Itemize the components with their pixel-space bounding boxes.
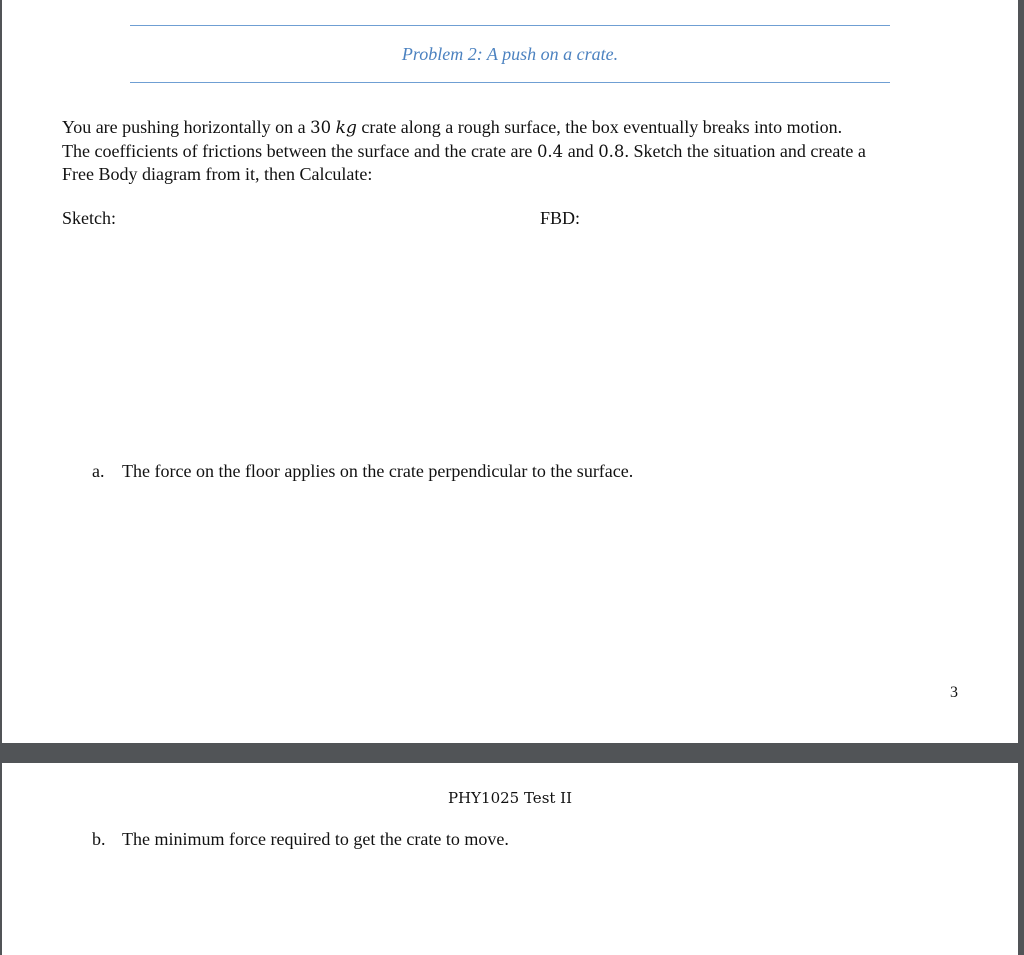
friction-coefficient-2: 0.8 (598, 142, 625, 161)
page-number: 3 (950, 684, 958, 701)
document-page-1 (2, 0, 1018, 743)
question-a-marker: a. (92, 461, 105, 481)
sketch-answer-area (62, 240, 502, 440)
title-rule-bottom (130, 82, 890, 83)
statement-text: The coefficients of frictions between the surface and the crate are (62, 141, 537, 161)
mass-unit: kg (335, 118, 357, 138)
problem-statement-line-1 (62, 116, 962, 140)
statement-text: You are pushing horizontally on a (62, 117, 311, 137)
problem-statement (62, 116, 962, 186)
friction-coefficient-1: 0.4 (536, 142, 564, 161)
fbd-label: FBD: (540, 208, 581, 228)
running-header: PHY1025 Test II (447, 789, 573, 807)
statement-text: and (563, 141, 599, 161)
problem-statement-line-2 (62, 140, 962, 163)
fbd-answer-area (540, 240, 960, 440)
title-rule-top (130, 25, 890, 26)
question-b-text: The minimum force required to get the crate to move. (122, 829, 509, 849)
statement-text: crate along a rough surface, the box eventually breaks into motion. (356, 117, 843, 137)
question-a-text: The force on the floor applies on the crate perpendicular to the surface. (122, 461, 634, 481)
problem-title: Problem 2: A push on a crate. (401, 44, 619, 64)
statement-text: . Sketch the situation and create a (624, 141, 866, 161)
mass-value: 30 (310, 118, 332, 137)
question-b (92, 829, 509, 850)
problem-statement-line-3: Free Body diagram from it, then Calculate: (62, 164, 373, 184)
document-page-2 (2, 763, 1018, 955)
question-b-marker: b. (92, 829, 106, 849)
sketch-label: Sketch: (62, 208, 116, 228)
question-a (92, 461, 633, 482)
